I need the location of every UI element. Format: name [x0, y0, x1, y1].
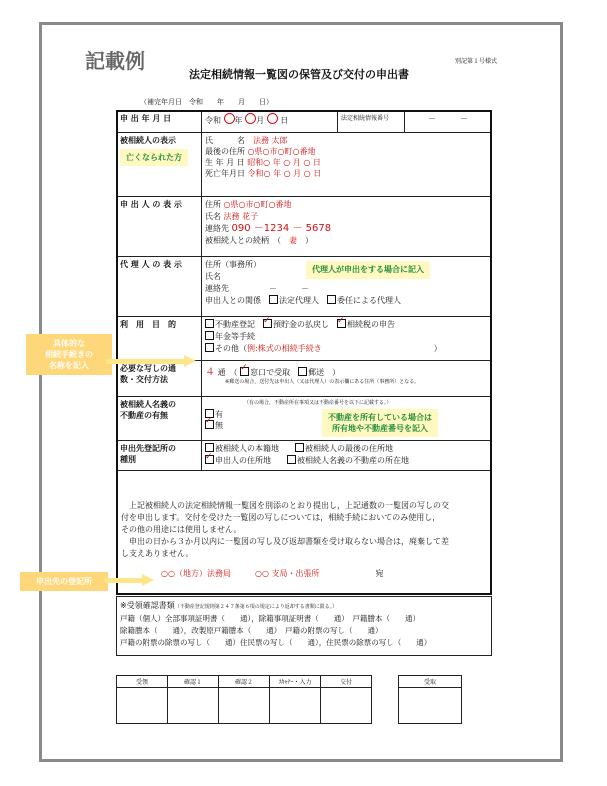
form-number: 別記第１号様式	[455, 58, 498, 65]
arrow-bar-purpose	[106, 359, 186, 364]
form-title: 法定相続情報一覧図の保管及び交付の申出書	[189, 68, 409, 81]
date-label: 申 出 年 月 日	[117, 111, 202, 133]
deceased-note: 亡くなられた方	[120, 149, 188, 166]
received-documents: ※受領確認書類（不動産登記規則第２４７条第６項の規定により返却する書類に限る。） 戸籍（個人）全部事項証明書（ 通），除籍事項証明書（ 通） 戸籍謄本（ 通） 除籍謄本（ 通），改製原戸籍謄本（ 通） 戸籍の附票の写し（ 通） 戸籍の附票の除票の写し（ 通）住民票の写し（ 通），住民票の除票の写し（ 通）	[116, 596, 492, 656]
copies-label: 必要な写しの通 数・交付方法	[117, 361, 202, 397]
arrow-bar-office	[104, 578, 144, 583]
inheritance-number-label: 法定相続情報番号	[338, 111, 405, 133]
applicant-label: 申 出 人 の 表 示	[117, 197, 202, 257]
deceased-label: 被相続人の表示 亡くなられた方	[117, 133, 202, 197]
office-stamp-table: 受領 確認１ 確認２ ｽｷｬﾅｰ・入力 交付 受取	[116, 675, 462, 724]
side-note-office: 申出先の登記所	[20, 572, 108, 591]
agent-note: 代理人が申出をする場合に記入	[306, 261, 430, 279]
agent-label: 代 理 人 の 表 示	[117, 257, 202, 317]
inheritance-number-field[interactable]: － －	[405, 111, 492, 133]
purpose-options[interactable]: 不動産登記 ✓ 預貯金の払戻し ✓ 相続税の申告 年金等手続 その他（例:株式の相続手続き ）	[202, 317, 492, 361]
property-note: 不動産を所有している場合は 所有地や不動産番号を記入	[322, 409, 438, 437]
declaration-paragraph: 上記被相続人の法定相続情報一覧図を別添のとおり提出し，上記通数の一覧図の写しの交 付を申出します。交付を受けた一覧図の写しについては，相続手続においてのみ使用し， その他の用途には使用しません。 申出の日から３か月以内に一覧図の写し及び返却書類を受け取らない場合は，廃棄して差 し支えありません。 ○○（地方）法務局 ○○ 支局・出張所 宛	[121, 501, 449, 578]
copies-info[interactable]: ４ 通 （ ✓ 窓口で受取 郵送 ） ※郵送の場合，送付先は申出人（又は代理人）の表示欄にある住所（事務所）となる。	[202, 361, 492, 397]
date-field[interactable]: 令和 年 月 日	[202, 111, 338, 133]
agent-info[interactable]: 住所（事務所） 氏名 連絡先 － － 申出人との関係 法定代理人 委任による代理人 代理人が申出をする場合に記入	[202, 257, 492, 317]
purpose-label: 利 用 目 的	[117, 317, 202, 361]
property-info[interactable]: 有 ✓無 （有の場合，不動産所在事項又は不動産番号を以下に記載する。） 不動産を所有している場合は 所有地や不動産番号を記入	[202, 397, 492, 441]
arrow-office-icon	[142, 574, 154, 586]
supplement-date: （補完年月日 令和 年 月 日）	[140, 98, 273, 106]
office-label: 申出先登記所の 種別	[117, 441, 202, 471]
arrow-purpose-icon	[184, 355, 196, 367]
side-note-purpose: 具体的な 相続手続きの 名称を記入	[26, 334, 112, 375]
property-label: 被相続人名義の 不動産の有無	[117, 397, 202, 441]
deceased-info[interactable]: 氏 名 法務 太郎 最後の住所 ○県○市○町○番地 生 年 月 日 昭和○ 年 ○ 月 ○ 日 死亡年月日 令和○ 年 ○ 月 ○ 日	[202, 133, 492, 197]
office-options[interactable]: 被相続人の本籍地 被相続人の最後の住所地 ✓申出人の住所地 被相続人名義の不動産の所在地	[202, 441, 492, 471]
application-table	[116, 110, 492, 471]
applicant-info[interactable]: 住所 ○県○市○町○番地 氏名 法務 花子 連絡先 090 －1234 － 5678 被相続人との続柄 （ 妻 ）	[202, 197, 492, 257]
example-heading: 記載例	[85, 49, 145, 73]
